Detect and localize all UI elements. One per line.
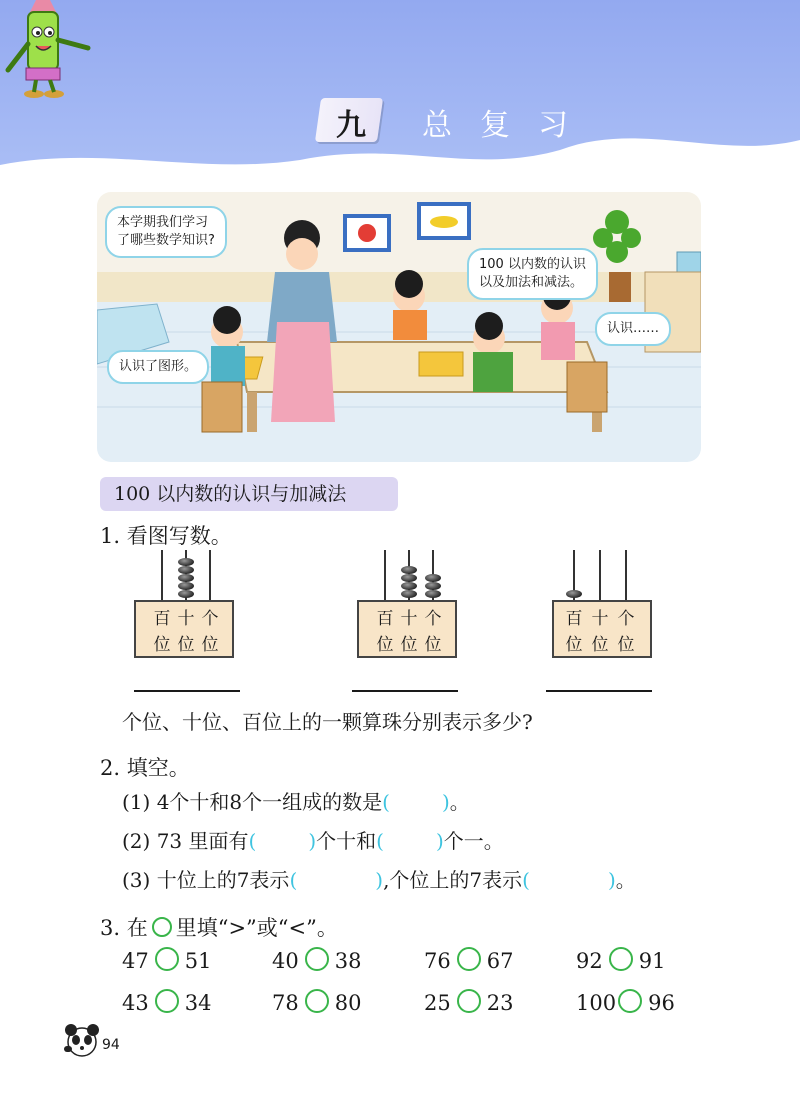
compare-item: 100 96: [576, 991, 675, 1015]
q2-item-2: (2) 73 里面有( )个十和( )个一。: [122, 829, 504, 853]
chapter-number: 九: [336, 108, 366, 143]
compare-circle[interactable]: [305, 947, 329, 971]
compare-circle[interactable]: [155, 947, 179, 971]
compare-circle[interactable]: [618, 989, 642, 1013]
abacus-2: 百 十 个 位 位 位: [357, 550, 457, 660]
compare-item: 78 80: [272, 991, 362, 1015]
girl-speech-bubble: 100 以内数的认识 以及加法和减法。: [467, 248, 598, 300]
teacher-speech-bubble: 本学期我们学习 了哪些数学知识?: [105, 206, 227, 258]
q2-title: 2. 填空。: [100, 756, 190, 780]
abacus-1: 百 十 个 位 位 位: [134, 550, 234, 660]
compare-item: 25 23: [424, 991, 514, 1015]
classroom-illustration: [97, 192, 701, 462]
answer-blank-2[interactable]: [352, 690, 458, 692]
boy-speech-bubble: 认识了图形。: [107, 350, 209, 384]
compare-circle[interactable]: [457, 989, 481, 1013]
q1-title: 1. 看图写数。: [100, 524, 232, 548]
header-band: [0, 0, 800, 170]
q1-question: 个位、十位、百位上的一颗算珠分别表示多少?: [122, 710, 533, 734]
girl-right-speech-bubble: 认识……: [595, 312, 671, 346]
panda-icon: [62, 1018, 102, 1058]
compare-item: 40 38: [272, 949, 362, 973]
q2-item-3: (3) 十位上的7表示( ),个位上的7表示( )。: [122, 868, 636, 892]
pencil-mascot-icon: [0, 0, 110, 110]
compare-item: 76 67: [424, 949, 514, 973]
compare-circle[interactable]: [305, 989, 329, 1013]
chapter-header: [0, 0, 800, 170]
q2-item-1: (1) 4个十和8个一组成的数是( )。: [122, 790, 470, 814]
compare-item: 43 34: [122, 991, 212, 1015]
compare-circle[interactable]: [155, 989, 179, 1013]
section-label: 100 以内数的认识与加减法: [100, 477, 398, 511]
compare-circle[interactable]: [609, 947, 633, 971]
compare-item: 92 91: [576, 949, 666, 973]
compare-circle[interactable]: [457, 947, 481, 971]
q3-title: 3. 在 里填“>”或“<”。: [100, 916, 338, 940]
abacus-3: 百 十 个 位 位 位: [552, 550, 652, 660]
answer-blank-3[interactable]: [546, 690, 652, 692]
chapter-title: 总复习: [422, 108, 596, 143]
circle-icon: [152, 917, 172, 937]
compare-item: 47 51: [122, 949, 212, 973]
page-number: 94: [102, 1037, 120, 1053]
answer-blank-1[interactable]: [134, 690, 240, 692]
